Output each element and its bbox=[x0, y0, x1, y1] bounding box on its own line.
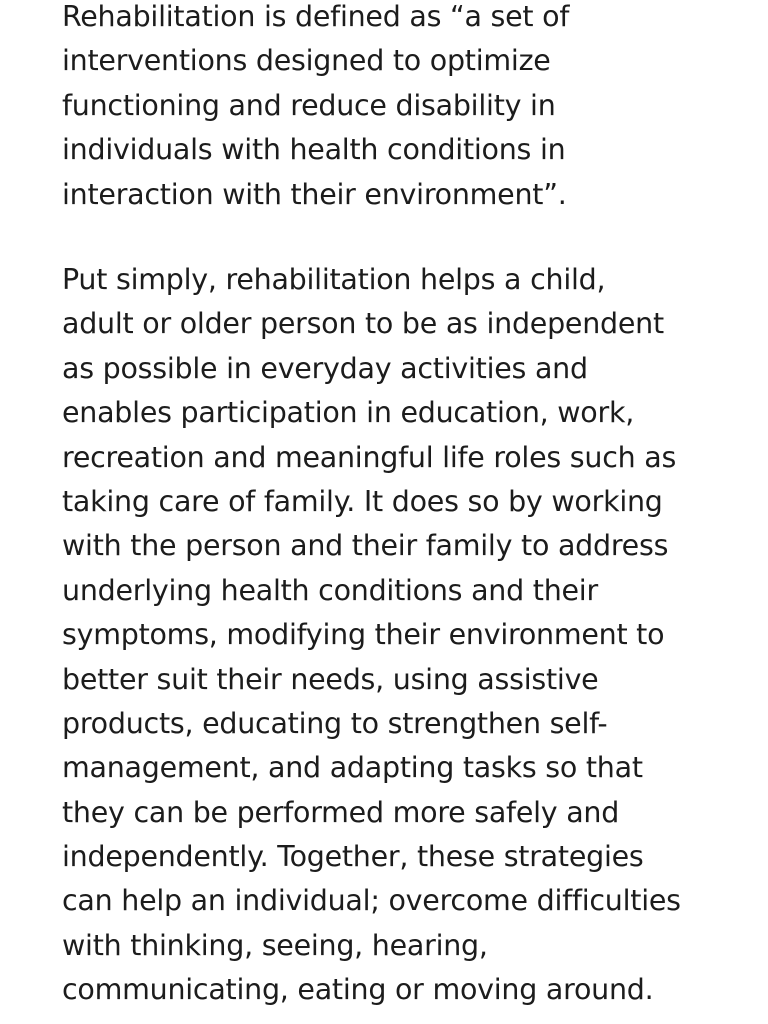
paragraph-line: adult or older person to be as independent bbox=[62, 307, 664, 341]
paragraph-line: they can be performed more safely and bbox=[62, 795, 620, 829]
paragraph-line: underlying health conditions and their bbox=[62, 573, 598, 607]
paragraph-line: independently. Together, these strategies bbox=[62, 840, 644, 874]
paragraph-line: management, and adapting tasks so that bbox=[62, 751, 643, 785]
paragraph-line: Rehabilitation is defined as “a set of bbox=[62, 0, 570, 33]
paragraph-line: individuals with health conditions in bbox=[62, 133, 566, 167]
paragraph-line: communicating, eating or moving around. bbox=[62, 973, 654, 1007]
paragraph-line: enables participation in education, work, bbox=[62, 396, 635, 430]
paragraph-line: symptoms, modifying their environment to bbox=[62, 618, 665, 652]
paragraph-definition bbox=[62, 0, 569, 217]
paragraph-line: products, educating to strengthen self- bbox=[62, 706, 608, 740]
paragraph-line: interventions designed to optimize bbox=[62, 44, 551, 78]
paragraph-line: recreation and meaningful life roles such as bbox=[62, 440, 677, 474]
paragraph-line: taking care of family. It does so by working bbox=[62, 484, 663, 518]
paragraph-line: Put simply, rehabilitation helps a child, bbox=[62, 263, 606, 296]
paragraph-explanation bbox=[62, 258, 681, 1013]
paragraph-line: better suit their needs, using assistive bbox=[62, 662, 599, 696]
paragraph-line: with thinking, seeing, hearing, bbox=[62, 928, 488, 962]
paragraph-line: interaction with their environment”. bbox=[62, 177, 567, 211]
paragraph-line: with the person and their family to address bbox=[62, 529, 669, 563]
paragraph-line: can help an individual; overcome difficulties bbox=[62, 884, 681, 918]
paragraph-line: as possible in everyday activities and bbox=[62, 351, 588, 385]
paragraph-line: functioning and reduce disability in bbox=[62, 88, 556, 122]
